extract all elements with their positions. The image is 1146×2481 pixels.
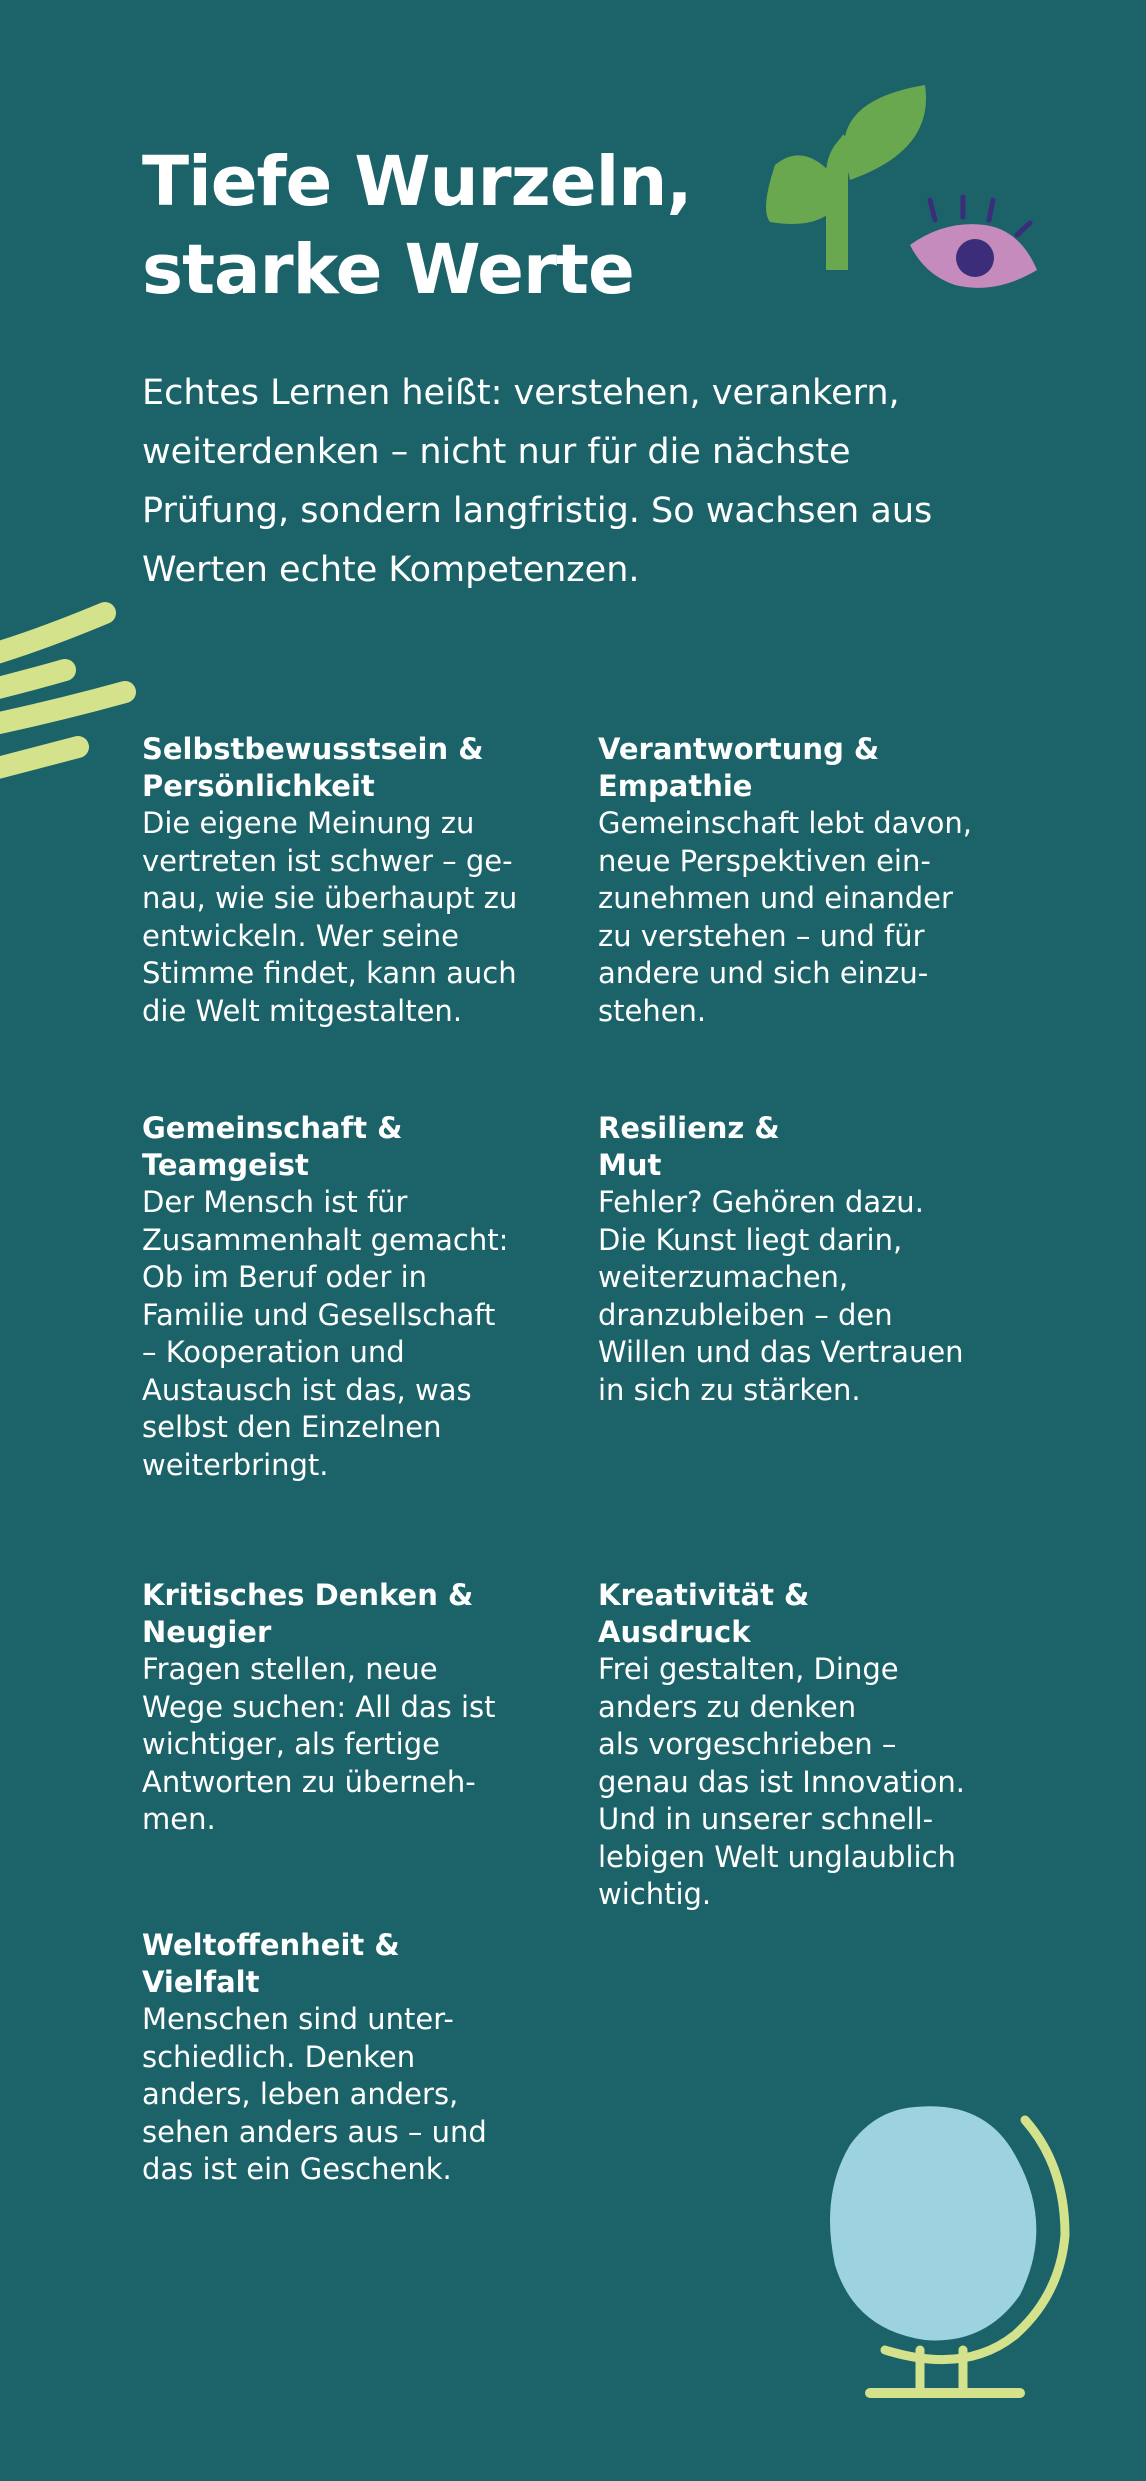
value-heading-line: Vielfalt xyxy=(142,1965,260,1999)
value-description-line: als vorgeschrieben – xyxy=(598,1727,897,1761)
value-description-line: Die eigene Meinung zu xyxy=(142,806,475,840)
intro-line: Prüfung, sondern langfristig. So wachsen aus xyxy=(142,491,933,531)
value-description xyxy=(598,1651,1018,1914)
value-description-line: die Welt mitgestalten. xyxy=(142,993,463,1028)
value-description-line: Stimme findet, kann auch xyxy=(142,956,517,990)
value-heading-line: Ausdruck xyxy=(598,1615,751,1649)
value-description-line: dranzubleiben – den xyxy=(598,1297,893,1332)
value-description-line: genau das ist Innovation. xyxy=(598,1764,966,1799)
value-card-kritisches-denken xyxy=(142,1577,562,1839)
value-description-line: wichtig. xyxy=(598,1877,712,1911)
value-description-line: lebigen Welt unglaublich xyxy=(598,1839,956,1874)
value-description-line: Willen und das Vertrauen xyxy=(598,1335,964,1369)
value-heading-line: Weltoffenheit & xyxy=(142,1928,400,1962)
value-description-line: Frei gestalten, Dinge xyxy=(598,1652,899,1686)
value-description xyxy=(598,805,1018,1030)
value-card-kreativitaet xyxy=(598,1577,1018,1914)
value-description-line: schiedlich. Denken xyxy=(142,2039,416,2074)
value-heading-line: Mut xyxy=(598,1148,662,1182)
value-heading-line: Resilienz & xyxy=(598,1111,780,1145)
value-description-line: – Kooperation und xyxy=(142,1335,405,1369)
value-description-line: Fehler? Gehören dazu. xyxy=(598,1185,924,1219)
value-heading-line: Empathie xyxy=(598,769,753,803)
value-description-line: Gemeinschaft lebt davon, xyxy=(598,806,972,840)
value-description-line: Die Kunst liegt darin, xyxy=(598,1222,903,1257)
value-heading xyxy=(142,1927,562,2001)
value-heading-line: Persönlichkeit xyxy=(142,769,375,803)
value-description-line: weiterbringt. xyxy=(142,1447,329,1482)
value-description-line: anders zu denken xyxy=(598,1689,857,1724)
value-description-line: Wege suchen: All das ist xyxy=(142,1689,496,1724)
value-description-line: entwickeln. Wer seine xyxy=(142,918,459,953)
value-description-line: stehen. xyxy=(598,993,707,1028)
value-description xyxy=(142,2001,562,2189)
value-description-line: Familie und Gesellschaft xyxy=(142,1297,496,1332)
value-heading xyxy=(142,1577,562,1651)
value-description-line: andere und sich einzu- xyxy=(598,956,929,990)
value-description-line: Zusammenhalt gemacht: xyxy=(142,1222,509,1257)
value-heading-line: Verantwortung & xyxy=(598,732,880,766)
value-description-line: neue Perspektiven ein- xyxy=(598,843,931,878)
page-title xyxy=(142,138,762,314)
value-description-line: in sich zu stärken. xyxy=(598,1372,861,1407)
eye-icon xyxy=(905,195,1045,305)
value-description-line: Antworten zu überneh- xyxy=(142,1764,476,1799)
globe-icon xyxy=(825,2095,1085,2405)
value-description-line: Menschen sind unter- xyxy=(142,2002,454,2036)
value-heading xyxy=(598,731,1018,805)
value-description-line: sehen anders aus – und xyxy=(142,2114,487,2149)
value-description-line: vertreten ist schwer – ge- xyxy=(142,843,513,878)
value-description-line: Und in unserer schnell- xyxy=(598,1802,934,1836)
value-description xyxy=(142,1651,562,1839)
title-line: Tiefe Wurzeln, xyxy=(142,142,692,222)
value-description xyxy=(142,805,562,1030)
value-card-verantwortung xyxy=(598,731,1018,1030)
value-description-line: das ist ein Geschenk. xyxy=(142,2152,452,2186)
value-description-line: nau, wie sie überhaupt zu xyxy=(142,881,518,915)
value-card-gemeinschaft xyxy=(142,1110,562,1484)
value-description-line: Austausch ist das, was xyxy=(142,1372,472,1407)
value-card-weltoffenheit xyxy=(142,1927,562,2189)
value-card-selbstbewusstsein xyxy=(142,731,562,1030)
intro-line: weiterdenken – nicht nur für die nächste xyxy=(142,432,851,472)
value-description-line: Ob im Beruf oder in xyxy=(142,1260,428,1294)
value-description-line: Fragen stellen, neue xyxy=(142,1652,438,1686)
value-heading-line: Kritisches Denken & xyxy=(142,1578,474,1612)
value-description xyxy=(142,1184,562,1484)
intro-line: Werten echte Kompetenzen. xyxy=(142,550,640,590)
intro-line: Echtes Lernen heißt: verstehen, verankern, xyxy=(142,373,900,413)
value-heading-line: Kreativität & xyxy=(598,1578,810,1612)
intro-text xyxy=(142,364,1042,600)
title-line: starke Werte xyxy=(142,230,634,310)
value-description-line: weiterzumachen, xyxy=(598,1260,849,1294)
value-heading xyxy=(142,1110,562,1184)
value-description-line: men. xyxy=(142,1802,216,1836)
value-heading-line: Selbstbewusstsein & xyxy=(142,732,484,766)
value-heading xyxy=(598,1577,1018,1651)
value-description-line: anders, leben anders, xyxy=(142,2077,459,2111)
value-description-line: Der Mensch ist für xyxy=(142,1185,408,1219)
value-heading xyxy=(598,1110,1018,1184)
value-description-line: selbst den Einzelnen xyxy=(142,1410,442,1444)
value-heading-line: Teamgeist xyxy=(142,1148,309,1182)
value-heading-line: Gemeinschaft & xyxy=(142,1111,403,1145)
value-card-resilienz xyxy=(598,1110,1018,1409)
value-description xyxy=(598,1184,1018,1409)
motion-lines-icon xyxy=(0,595,150,785)
value-heading xyxy=(142,731,562,805)
value-heading-line: Neugier xyxy=(142,1615,272,1649)
value-description-line: wichtiger, als fertige xyxy=(142,1727,440,1761)
value-description-line: zu verstehen – und für xyxy=(598,918,925,953)
value-description-line: zunehmen und einander xyxy=(598,881,953,915)
